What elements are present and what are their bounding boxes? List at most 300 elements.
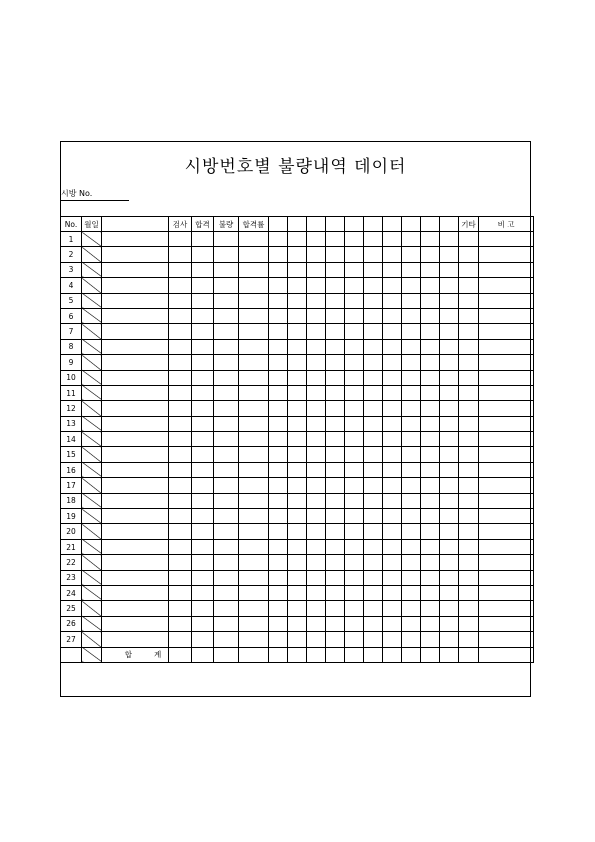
data-cell (364, 262, 383, 277)
data-cell (383, 385, 402, 400)
data-cell (364, 370, 383, 385)
data-cell (288, 555, 307, 570)
data-cell (102, 278, 169, 293)
data-cell (326, 462, 345, 477)
data-cell (288, 232, 307, 247)
data-cell (269, 509, 288, 524)
data-cell (326, 555, 345, 570)
data-cell (421, 247, 440, 262)
data-cell (102, 524, 169, 539)
data-cell (102, 585, 169, 600)
data-cell (214, 416, 239, 431)
data-cell (169, 601, 192, 616)
date-cell (82, 370, 102, 385)
date-cell (82, 647, 102, 662)
data-cell (192, 308, 214, 323)
total-cell (345, 647, 364, 662)
total-row (61, 647, 534, 662)
data-cell (239, 339, 269, 354)
data-cell (214, 585, 239, 600)
data-cell (307, 509, 326, 524)
data-cell (364, 416, 383, 431)
table-row (61, 493, 534, 508)
header-cell (383, 217, 402, 232)
data-cell (459, 355, 479, 370)
data-cell (239, 370, 269, 385)
table-row (61, 555, 534, 570)
data-cell (192, 447, 214, 462)
data-cell (345, 601, 364, 616)
data-cell (169, 370, 192, 385)
data-cell (269, 355, 288, 370)
data-cell (345, 262, 364, 277)
data-cell (345, 493, 364, 508)
data-cell (402, 462, 421, 477)
data-cell (440, 401, 459, 416)
data-cell (192, 555, 214, 570)
total-cell (214, 647, 239, 662)
data-cell (383, 632, 402, 647)
data-cell (192, 278, 214, 293)
date-cell (82, 278, 102, 293)
date-cell (82, 293, 102, 308)
table-row (61, 262, 534, 277)
row-number: 24 (61, 585, 82, 600)
data-cell (307, 493, 326, 508)
data-cell (364, 462, 383, 477)
data-cell (169, 632, 192, 647)
row-number: 17 (61, 478, 82, 493)
data-cell (479, 632, 534, 647)
data-cell (383, 493, 402, 508)
data-cell (239, 462, 269, 477)
table-row (61, 247, 534, 262)
row-number: 4 (61, 278, 82, 293)
data-cell (421, 308, 440, 323)
data-cell (479, 478, 534, 493)
defect-table (60, 216, 534, 663)
data-cell (459, 370, 479, 385)
data-cell (239, 293, 269, 308)
data-cell (214, 293, 239, 308)
header-inspection: 검사 (169, 217, 192, 232)
data-cell (214, 262, 239, 277)
data-cell (440, 616, 459, 631)
data-cell (239, 232, 269, 247)
table-row (61, 416, 534, 431)
data-cell (364, 601, 383, 616)
header-cell (440, 217, 459, 232)
table-row (61, 432, 534, 447)
data-cell (169, 262, 192, 277)
data-cell (383, 401, 402, 416)
data-cell (169, 278, 192, 293)
data-cell (402, 616, 421, 631)
data-cell (364, 339, 383, 354)
data-cell (479, 539, 534, 554)
row-number: 18 (61, 493, 82, 508)
data-cell (192, 355, 214, 370)
data-cell (288, 509, 307, 524)
data-cell (421, 416, 440, 431)
data-cell (269, 308, 288, 323)
data-cell (345, 416, 364, 431)
data-cell (440, 262, 459, 277)
data-cell (459, 447, 479, 462)
data-cell (102, 462, 169, 477)
data-cell (479, 585, 534, 600)
data-cell (383, 539, 402, 554)
data-cell (440, 555, 459, 570)
data-cell (102, 262, 169, 277)
data-cell (169, 462, 192, 477)
data-cell (402, 385, 421, 400)
data-cell (345, 478, 364, 493)
data-cell (239, 308, 269, 323)
data-cell (102, 247, 169, 262)
table-row (61, 232, 534, 247)
data-cell (402, 493, 421, 508)
header-cell (345, 217, 364, 232)
header-defect: 불량 (214, 217, 239, 232)
header-cell (421, 217, 440, 232)
data-cell (239, 416, 269, 431)
data-cell (288, 324, 307, 339)
data-cell (440, 601, 459, 616)
data-cell (102, 493, 169, 508)
data-cell (269, 462, 288, 477)
date-cell (82, 493, 102, 508)
data-cell (102, 570, 169, 585)
data-cell (383, 339, 402, 354)
date-cell (82, 524, 102, 539)
data-cell (239, 478, 269, 493)
data-cell (102, 632, 169, 647)
date-cell (82, 632, 102, 647)
data-cell (421, 509, 440, 524)
data-cell (402, 278, 421, 293)
data-cell (192, 539, 214, 554)
row-number: 9 (61, 355, 82, 370)
data-cell (440, 632, 459, 647)
total-cell (239, 647, 269, 662)
data-cell (364, 278, 383, 293)
header-cell (326, 217, 345, 232)
total-cell (269, 647, 288, 662)
table-row (61, 478, 534, 493)
total-cell (383, 647, 402, 662)
data-cell (169, 555, 192, 570)
data-cell (364, 355, 383, 370)
data-cell (326, 616, 345, 631)
header-no: No. (61, 217, 82, 232)
data-cell (102, 339, 169, 354)
data-cell (239, 524, 269, 539)
data-cell (479, 462, 534, 477)
data-cell (326, 539, 345, 554)
data-cell (402, 432, 421, 447)
data-cell (214, 308, 239, 323)
data-cell (421, 385, 440, 400)
data-cell (479, 370, 534, 385)
data-cell (307, 355, 326, 370)
data-cell (269, 262, 288, 277)
data-cell (269, 447, 288, 462)
row-number: 7 (61, 324, 82, 339)
data-cell (239, 632, 269, 647)
data-cell (288, 385, 307, 400)
date-cell (82, 339, 102, 354)
data-cell (383, 585, 402, 600)
data-cell (459, 524, 479, 539)
data-cell (440, 355, 459, 370)
data-cell (269, 478, 288, 493)
date-cell (82, 247, 102, 262)
data-cell (383, 462, 402, 477)
table-body (61, 217, 534, 663)
data-cell (345, 632, 364, 647)
data-cell (307, 339, 326, 354)
data-cell (288, 524, 307, 539)
data-cell (479, 293, 534, 308)
data-cell (402, 447, 421, 462)
data-cell (383, 324, 402, 339)
data-cell (479, 262, 534, 277)
data-cell (326, 601, 345, 616)
data-cell (102, 416, 169, 431)
table-row (61, 632, 534, 647)
data-cell (345, 385, 364, 400)
data-cell (479, 601, 534, 616)
data-cell (326, 262, 345, 277)
data-cell (459, 462, 479, 477)
header-other: 기타 (459, 217, 479, 232)
data-cell (288, 262, 307, 277)
data-cell (192, 293, 214, 308)
header-remarks: 비 고 (479, 217, 534, 232)
date-cell (82, 355, 102, 370)
data-cell (288, 308, 307, 323)
data-cell (440, 370, 459, 385)
data-cell (364, 308, 383, 323)
data-cell (421, 478, 440, 493)
data-cell (421, 370, 440, 385)
data-cell (459, 570, 479, 585)
data-cell (102, 509, 169, 524)
data-cell (214, 247, 239, 262)
data-cell (269, 601, 288, 616)
data-cell (269, 247, 288, 262)
data-cell (440, 432, 459, 447)
data-cell (479, 616, 534, 631)
data-cell (402, 524, 421, 539)
data-cell (479, 555, 534, 570)
data-cell (345, 278, 364, 293)
data-cell (288, 478, 307, 493)
data-cell (459, 416, 479, 431)
data-cell (364, 509, 383, 524)
date-cell (82, 539, 102, 554)
data-cell (288, 601, 307, 616)
data-cell (214, 355, 239, 370)
data-cell (307, 601, 326, 616)
total-cell (421, 647, 440, 662)
data-cell (326, 232, 345, 247)
total-label (102, 647, 169, 662)
date-cell (82, 232, 102, 247)
data-cell (345, 293, 364, 308)
data-cell (326, 585, 345, 600)
data-cell (269, 585, 288, 600)
data-cell (364, 324, 383, 339)
table-row (61, 308, 534, 323)
data-cell (402, 339, 421, 354)
row-number: 12 (61, 401, 82, 416)
total-cell (402, 647, 421, 662)
data-cell (307, 478, 326, 493)
data-cell (364, 493, 383, 508)
data-cell (288, 370, 307, 385)
data-cell (288, 416, 307, 431)
data-cell (239, 616, 269, 631)
row-number: 3 (61, 262, 82, 277)
row-number: 15 (61, 447, 82, 462)
total-cell (192, 647, 214, 662)
data-cell (326, 278, 345, 293)
data-cell (288, 355, 307, 370)
data-cell (239, 447, 269, 462)
data-cell (440, 385, 459, 400)
data-cell (326, 632, 345, 647)
data-cell (479, 232, 534, 247)
data-cell (364, 570, 383, 585)
header-row (61, 217, 534, 232)
total-cell (326, 647, 345, 662)
data-cell (440, 462, 459, 477)
data-cell (288, 247, 307, 262)
row-number: 10 (61, 370, 82, 385)
data-cell (214, 370, 239, 385)
header-cell (402, 217, 421, 232)
data-cell (459, 339, 479, 354)
data-cell (288, 585, 307, 600)
data-cell (479, 339, 534, 354)
data-cell (288, 616, 307, 631)
data-cell (402, 585, 421, 600)
data-cell (326, 355, 345, 370)
data-cell (421, 493, 440, 508)
data-cell (288, 432, 307, 447)
data-cell (102, 478, 169, 493)
data-cell (169, 385, 192, 400)
data-cell (214, 462, 239, 477)
data-cell (269, 416, 288, 431)
data-cell (307, 293, 326, 308)
row-number: 13 (61, 416, 82, 431)
data-cell (169, 339, 192, 354)
data-cell (383, 308, 402, 323)
data-cell (169, 355, 192, 370)
data-cell (326, 370, 345, 385)
data-cell (192, 401, 214, 416)
data-cell (214, 570, 239, 585)
data-cell (102, 385, 169, 400)
data-cell (326, 478, 345, 493)
data-cell (345, 616, 364, 631)
data-cell (326, 432, 345, 447)
data-cell (326, 570, 345, 585)
header-pass-rate: 합격률 (239, 217, 269, 232)
row-number: 21 (61, 539, 82, 554)
data-cell (459, 539, 479, 554)
data-cell (307, 262, 326, 277)
total-label-part: 계 (154, 650, 162, 660)
data-cell (364, 293, 383, 308)
data-cell (383, 601, 402, 616)
data-cell (169, 401, 192, 416)
data-cell (102, 539, 169, 554)
data-cell (239, 555, 269, 570)
data-cell (345, 570, 364, 585)
data-cell (102, 308, 169, 323)
data-cell (192, 524, 214, 539)
data-cell (239, 570, 269, 585)
data-cell (383, 509, 402, 524)
data-cell (269, 385, 288, 400)
data-cell (421, 447, 440, 462)
data-cell (345, 524, 364, 539)
data-cell (459, 478, 479, 493)
data-cell (239, 324, 269, 339)
data-cell (440, 539, 459, 554)
row-number: 16 (61, 462, 82, 477)
data-cell (214, 601, 239, 616)
header-cell (269, 217, 288, 232)
row-number: 26 (61, 616, 82, 631)
row-number: 1 (61, 232, 82, 247)
data-cell (421, 616, 440, 631)
data-cell (214, 555, 239, 570)
data-cell (402, 509, 421, 524)
document-title: 시방번호별 불량내역 데이터 (184, 157, 407, 177)
data-cell (239, 601, 269, 616)
date-cell (82, 478, 102, 493)
data-cell (421, 324, 440, 339)
data-cell (192, 385, 214, 400)
total-cell (440, 647, 459, 662)
data-cell (326, 416, 345, 431)
data-cell (421, 293, 440, 308)
date-cell (82, 585, 102, 600)
data-cell (326, 247, 345, 262)
data-cell (479, 324, 534, 339)
data-cell (421, 232, 440, 247)
data-cell (192, 339, 214, 354)
data-cell (402, 632, 421, 647)
total-cell (61, 647, 82, 662)
table-row (61, 570, 534, 585)
data-cell (383, 416, 402, 431)
data-cell (345, 401, 364, 416)
data-cell (214, 493, 239, 508)
data-cell (192, 232, 214, 247)
data-cell (192, 509, 214, 524)
data-cell (214, 478, 239, 493)
data-cell (214, 447, 239, 462)
data-cell (440, 339, 459, 354)
data-cell (402, 324, 421, 339)
row-number: 25 (61, 601, 82, 616)
